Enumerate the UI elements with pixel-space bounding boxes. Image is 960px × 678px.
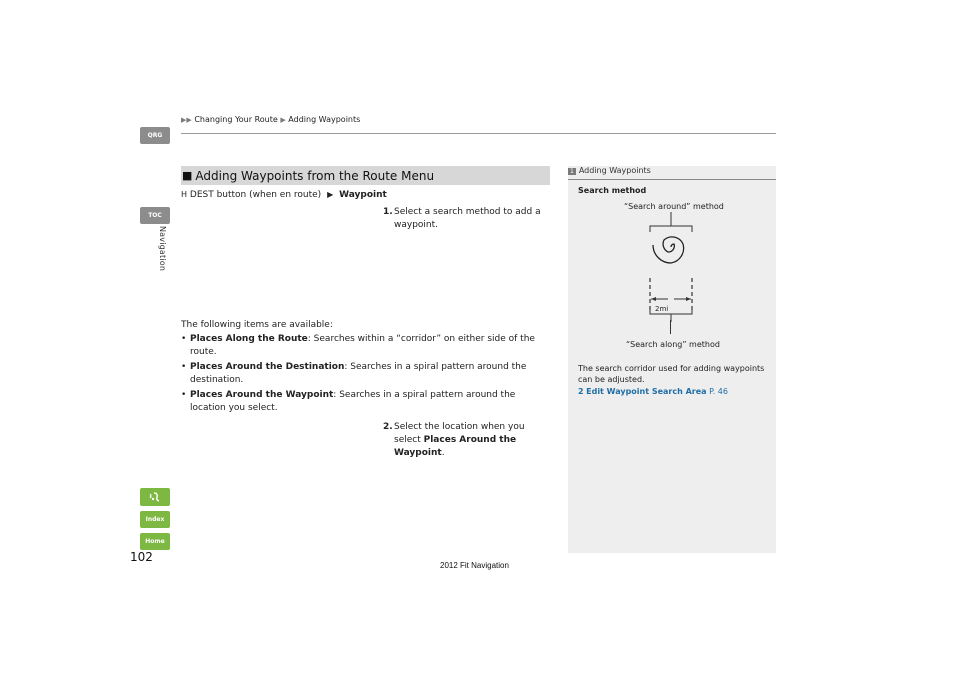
- step2-number: 2.: [383, 422, 393, 432]
- menu-path-prefix: DEST button (when en route): [189, 190, 322, 200]
- square-bullet-icon: ■: [182, 169, 193, 182]
- step2-instruction: Select the location when you select: [394, 422, 525, 445]
- index-button[interactable]: Index: [140, 511, 170, 528]
- bullet-icon: •: [181, 362, 187, 372]
- section-title: Adding Waypoints from the Route Menu: [195, 168, 435, 183]
- step2-term: Places Around the Waypoint: [394, 435, 517, 458]
- link-text[interactable]: Edit Waypoint Search Area: [586, 387, 707, 396]
- list-item: [181, 361, 546, 387]
- menu-path-arrow-icon: ▶: [327, 190, 334, 199]
- breadcrumb-arrow-icon: ▶▶: [181, 116, 192, 124]
- menu-path-target: Waypoint: [339, 190, 387, 200]
- option-term: Places Around the Waypoint: [190, 390, 334, 400]
- breadcrumb-item-changing-route[interactable]: Changing Your Route: [194, 115, 278, 124]
- step2-end: .: [441, 448, 445, 458]
- diagram-connector: [670, 320, 671, 334]
- qrg-button[interactable]: QRG: [140, 127, 170, 144]
- sidebar-heading-text: Adding Waypoints: [578, 166, 651, 175]
- sidebar-note: The search corridor used for adding waypoints can be adjusted.: [578, 364, 765, 384]
- search-method-label: Search method: [578, 186, 647, 195]
- bullet-icon: •: [181, 390, 187, 400]
- toc-button[interactable]: TOC: [140, 207, 170, 224]
- option-term: Places Around the Destination: [190, 362, 345, 372]
- spiral-icon: [653, 237, 684, 263]
- list-item: [181, 333, 546, 359]
- option-desc: : Searches within a “corridor” on either side of the route.: [190, 334, 535, 357]
- step2-text: [394, 421, 554, 460]
- available-intro: The following items are available:: [181, 320, 333, 330]
- section-side-label: Navigation: [158, 226, 167, 272]
- voice-command-button[interactable]: [140, 488, 170, 506]
- menu-path-marker-icon: H: [181, 190, 188, 199]
- breadcrumb-arrow-icon: ▶: [280, 116, 286, 124]
- link-marker-icon: 2: [578, 387, 584, 396]
- step1-text: Select a search method to add a waypoint.: [394, 207, 541, 230]
- page-number: 102: [130, 550, 153, 564]
- option-desc: : Searches in a spiral pattern around the location you select.: [190, 390, 516, 413]
- option-term: Places Along the Route: [190, 334, 308, 344]
- search-method-diagram: [640, 210, 710, 322]
- voice-command-icon: [148, 491, 162, 503]
- section-title-bar: [181, 166, 550, 185]
- list-item: [181, 389, 546, 415]
- breadcrumb-item-adding-waypoints[interactable]: Adding Waypoints: [288, 115, 361, 124]
- header-rule: [181, 133, 776, 134]
- footer-text: 2012 Fit Navigation: [440, 561, 509, 570]
- step1-number: 1.: [383, 207, 393, 217]
- search-along-label: “Search along” method: [626, 340, 720, 349]
- edit-waypoint-link[interactable]: [578, 386, 728, 397]
- search-around-label: “Search around” method: [624, 202, 724, 211]
- menu-path: [181, 188, 387, 202]
- home-button[interactable]: Home: [140, 533, 170, 550]
- distance-label: 2mi: [655, 305, 669, 313]
- sidebar-rule: [568, 179, 776, 180]
- link-page[interactable]: P. 46: [709, 387, 728, 396]
- bullet-icon: •: [181, 334, 187, 344]
- options-list: [181, 333, 546, 417]
- sidebar-heading-marker: 1: [570, 168, 574, 175]
- sidebar-heading: [568, 166, 776, 175]
- breadcrumb: [181, 115, 360, 124]
- option-desc: : Searches in a spiral pattern around the destination.: [190, 362, 527, 385]
